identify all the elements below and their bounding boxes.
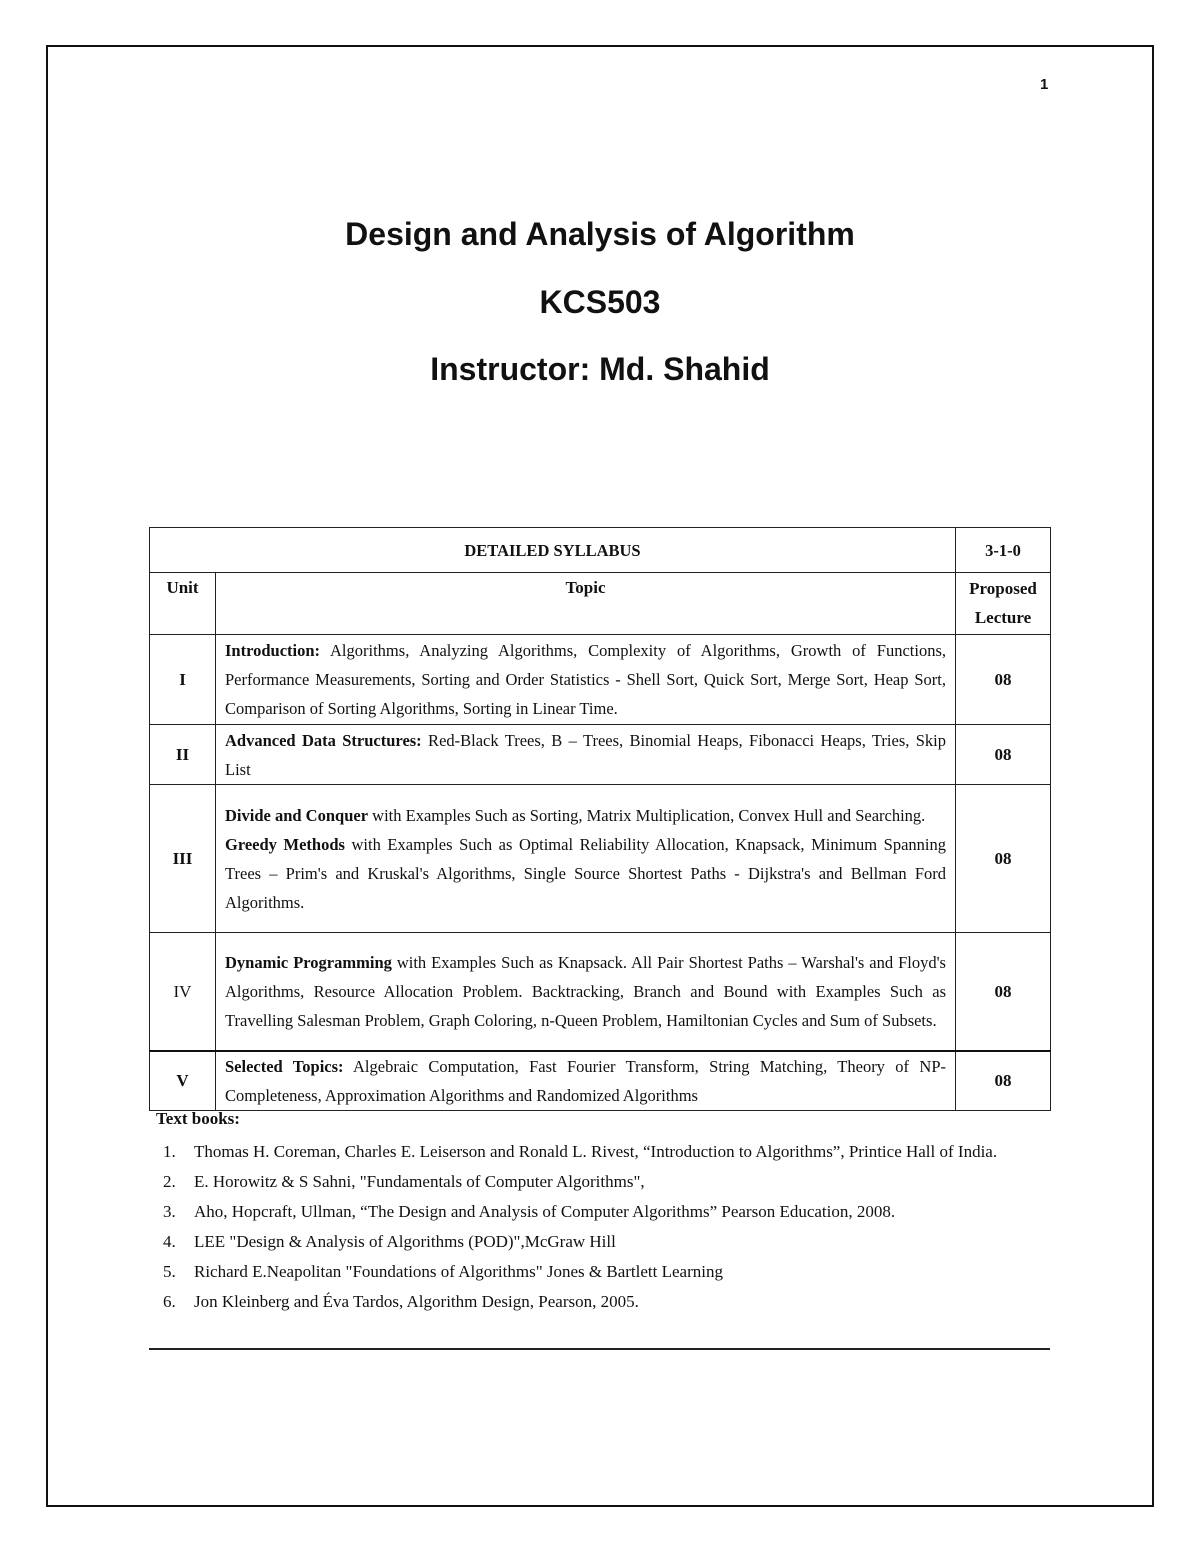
lecture-count: 08 xyxy=(956,725,1051,785)
book-citation: Thomas H. Coreman, Charles E. Leiserson and Ronald L. Rivest, “Introduction to Algorithms”, Printice Hall of India. xyxy=(194,1142,998,1161)
list-item xyxy=(160,1167,1020,1197)
lecture-count: 08 xyxy=(956,635,1051,725)
credits: 3-1-0 xyxy=(956,528,1051,573)
course-title: Design and Analysis of Algorithm xyxy=(345,216,855,252)
lecture-count: 08 xyxy=(956,785,1051,933)
col-unit-header: Unit xyxy=(150,573,216,635)
instructor-name: Instructor: Md. Shahid xyxy=(430,351,770,387)
table-row xyxy=(150,1051,1051,1111)
column-header-row xyxy=(150,573,1051,635)
syllabus-table xyxy=(149,527,1051,1111)
course-code: KCS503 xyxy=(539,284,661,320)
topic-heading: Introduction: xyxy=(225,641,321,660)
unit-topic xyxy=(216,933,956,1051)
textbooks-heading: Text books: xyxy=(156,1109,240,1128)
table-row xyxy=(150,785,1051,933)
list-item xyxy=(160,1197,1020,1227)
item-number: 1. xyxy=(163,1142,176,1161)
topic-paragraph xyxy=(225,830,946,917)
page-number: 1 xyxy=(1040,76,1049,93)
topic-text: Algorithms, Analyzing Algorithms, Complexity of Algorithms, Growth of Functions, Performance Measurements, Sorting and Order Statistics - Shell Sort, Quick Sort, Merge Sort, Heap Sort, Comparison of Sorting Algorithms, Sorting in Linear Time. xyxy=(225,641,946,718)
unit-topic xyxy=(216,1051,956,1111)
unit-number: IV xyxy=(150,933,216,1051)
topic-heading: Divide and Conquer xyxy=(225,805,369,825)
unit-topic xyxy=(216,635,956,725)
topic-heading: Greedy Methods xyxy=(225,834,345,854)
book-citation: E. Horowitz & S Sahni, "Fundamentals of Computer Algorithms", xyxy=(194,1172,645,1191)
lecture-count: 08 xyxy=(956,1051,1051,1111)
unit-number: II xyxy=(150,725,216,785)
item-number: 4. xyxy=(163,1232,176,1251)
item-number: 6. xyxy=(163,1292,176,1311)
topic-text: Red-Black Trees, B – Trees, Binomial Heaps, Fibonacci Heaps, Tries, Skip List xyxy=(225,730,947,779)
topic-paragraph xyxy=(225,801,946,830)
book-citation: Jon Kleinberg and Éva Tardos, Algorithm Design, Pearson, 2005. xyxy=(194,1292,639,1311)
syllabus-heading: DETAILED SYLLABUS xyxy=(150,528,956,573)
lecture-count: 08 xyxy=(956,933,1051,1051)
topic-heading: Selected Topics: xyxy=(225,1056,344,1076)
book-citation: Aho, Hopcraft, Ullman, “The Design and Analysis of Computer Algorithms” Pearson Education, 2008. xyxy=(194,1202,896,1221)
unit-number: III xyxy=(150,785,216,933)
col-lecture-header: Proposed Lecture xyxy=(956,573,1051,635)
textbooks-list xyxy=(160,1137,1020,1317)
topic-heading: Advanced Data Structures: xyxy=(225,730,422,750)
topic-text: Algebraic Computation, Fast Fourier Transform, String Matching, Theory of NP-Completeness, Approximation Algorithms and Randomized Algorithms xyxy=(225,1056,947,1105)
unit-topic xyxy=(216,785,956,933)
unit-number: V xyxy=(150,1051,216,1111)
col-topic-header: Topic xyxy=(216,573,956,635)
list-item xyxy=(160,1227,1020,1257)
list-item xyxy=(160,1287,1020,1317)
topic-text: with Examples Such as Sorting, Matrix Multiplication, Convex Hull and Searching. xyxy=(368,805,926,825)
book-citation: LEE "Design & Analysis of Algorithms (POD)",McGraw Hill xyxy=(194,1232,616,1251)
unit-number: I xyxy=(150,635,216,725)
book-citation: Richard E.Neapolitan "Foundations of Algorithms" Jones & Bartlett Learning xyxy=(194,1262,723,1281)
item-number: 3. xyxy=(163,1202,176,1221)
item-number: 5. xyxy=(163,1262,176,1281)
table-row xyxy=(150,635,1051,725)
topic-heading: Dynamic Programming xyxy=(225,952,392,972)
list-item xyxy=(160,1257,1020,1287)
syllabus-heading-row xyxy=(150,528,1051,573)
list-item xyxy=(160,1137,1020,1167)
topic-text: with Examples Such as Knapsack. All Pair Shortest Paths – Warshal's and Floyd's Algorithms, Resource Allocation Problem. Backtracking, Branch and Bound with Examples Such as Travelling Salesman Problem, Graph Coloring, n-Queen Problem, Hamiltonian Cycles and Sum of Subsets. xyxy=(225,952,946,1030)
unit-topic xyxy=(216,725,956,785)
table-row xyxy=(150,933,1051,1051)
bottom-rule xyxy=(149,1348,1050,1350)
item-number: 2. xyxy=(163,1172,176,1191)
topic-text: with Examples Such as Optimal Reliability Allocation, Knapsack, Minimum Spanning Trees – Prim's and Kruskal's Algorithms, Single Source Shortest Paths - Dijkstra's and Bellman Ford Algorithms. xyxy=(225,834,946,912)
table-row xyxy=(150,725,1051,785)
